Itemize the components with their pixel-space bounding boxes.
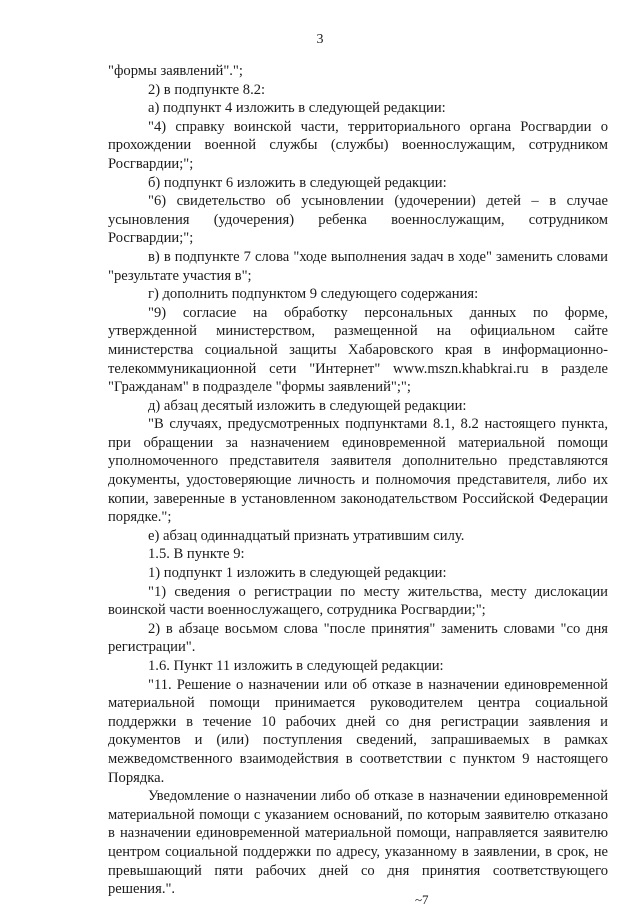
paragraph: "В случаях, предусмотренных подпунктами 8.1, 8.2 настоящего пункта, при обращении за назначением единовременной материальной помощи уполномоченного представителя заявителя дополнительно представляются документы, удостоверяющие личность и полномочия представителя, либо их копии, заверенные в установленном законодательством Российской Федерации порядке."; [108,416,608,526]
paragraph: 1.5. В пункте 9: [148,546,245,563]
paragraph: "4) справку воинской части, территориального органа Росгвардии о прохождении военной службы (службы) военнослужащим, сотрудником Росгвардии;"; [108,118,608,172]
paragraph: "6) свидетельство об усыновлении (удочерении) детей – в случае усыновления (удочерения) ребенка военнослужащим, сотрудником Росгвардии;"; [108,193,608,247]
paragraph: б) подпункт 6 изложить в следующей редакции: [148,174,447,191]
paragraph: Уведомление о назначении либо об отказе в назначении единовременной материальной помощи с указанием оснований, по которым заявителю отказано в назначении единовременной материальной помощи, направляется заявителю центром социальной поддержки по адресу, указанному в заявлении, в срок, не превышающий пяти рабочих дней со дня принятия соответствующего решения.". [108,788,608,898]
paragraph: д) абзац десятый изложить в следующей редакции: [148,397,467,414]
paragraph: г) дополнить подпунктом 9 следующего содержания: [148,286,479,303]
paragraph: е) абзац одиннадцатый признать утратившим силу. [148,527,465,544]
paragraph: 1.6. Пункт 11 изложить в следующей редакции: [148,658,444,674]
paragraph: 2) в подпункте 8.2: [148,81,266,98]
page-number: 3 [316,32,324,47]
paragraph: "1) сведения о регистрации по месту жительства, месту дислокации воинской части военнослужащего, сотрудника Росгвардии;"; [108,583,608,619]
paragraph: а) подпункт 4 изложить в следующей редакции: [148,100,446,117]
signature-mark: ~7 [415,892,429,907]
document-body [108,62,608,899]
paragraph: "11. Решение о назначении или об отказе в назначении единовременной материальной помощи принимается руководителем центра социальной поддержки в течение 10 рабочих дней со дня регистрации заявления и документов и (или) поступления сведений, запрашиваемых в рамках межведомственного взаимодействия в соответствии с пунктом 9 настоящего Порядка. [108,676,608,786]
paragraph: 1) подпункт 1 изложить в следующей редакции: [148,565,447,582]
paragraph: в) в подпункте 7 слова "ходе выполнения задач в ходе" заменить словами "результате участия в"; [108,248,608,284]
paragraph: "формы заявлений"."; [108,63,243,79]
paragraph: "9) согласие на обработку персональных данных по форме, утвержденной министерством, размещенной на официальном сайте министерства социальной защиты Хабаровского края в информационно-телекоммуникационной сети "Интернет" www.mszn.khabkrai.ru в разделе "Гражданам" в подразделе "формы заявлений";"; [108,304,608,396]
paragraph: 2) в абзаце восьмом слова "после принятия" заменить словами "со дня регистрации". [108,620,608,656]
